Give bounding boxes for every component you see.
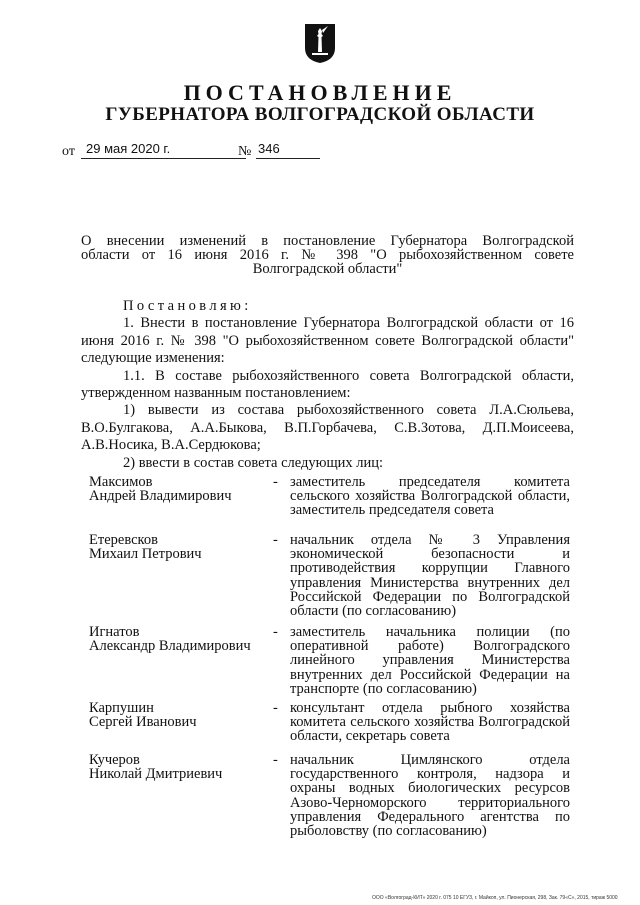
- document-number: 346: [256, 141, 320, 159]
- document-subject: [81, 234, 574, 276]
- member-name: [89, 533, 269, 561]
- member-role: заместитель председателя комитета сельского хозяйства Волгоградской области, заместитель председателя совета: [290, 474, 570, 519]
- printer-imprint: ООО «Волгоград-КИТ» 2020 г. 075 10 ЕГУЗ, г. Майкоп, ул. Пионерская, 298, Зак. 79«С», 2015, тираж 5000: [372, 895, 618, 901]
- member-name: [89, 475, 269, 503]
- member-given-names: Александр Владимирович: [89, 638, 251, 655]
- member-surname: Етеревсков: [89, 532, 158, 548]
- subject-line: О внесении изменений в постановление Губернатора Волгоградской: [81, 233, 574, 249]
- decree-word: Постановляю:: [123, 298, 252, 314]
- member-surname: Игнатов: [89, 624, 140, 640]
- paragraph-remove-members: 1) вывести из состава рыбохозяйственного совета Л.А.Сюльева, В.О.Булгакова, А.А.Быкова, В.П.Горбачева, С.В.Зотова, Д.П.Моисеева, А.В.Носика, В.А.Сердюкова;: [81, 402, 574, 454]
- document-date: 29 мая 2020 г.: [81, 141, 246, 159]
- coat-of-arms-emblem: [303, 22, 337, 64]
- member-name: [89, 701, 269, 729]
- date-from-label: от: [62, 144, 75, 159]
- member-dash: -: [273, 474, 278, 490]
- paragraph-item-1-1: 1.1. В составе рыбохозяйственного совета Волгоградской области, утвержденном названным постановлением:: [81, 367, 574, 402]
- number-label: №: [238, 144, 252, 159]
- member-given-names: Сергей Иванович: [89, 714, 197, 731]
- member-name: [89, 625, 269, 653]
- member-role: заместитель начальника полиции (по оперативной работе) Волгоградского линейного управления Министерства внутренних дел Российской Федерации на транспорте (по согласованию): [290, 624, 570, 697]
- member-given-names: Михаил Петрович: [89, 546, 202, 563]
- member-role: начальник отдела № 3 Управления экономической безопасности и противодействия коррупции Главного управления Министерства внутренних дел Российской Федерации по Волгоградской области (по согласованию): [290, 532, 570, 620]
- member-given-names: Андрей Владимирович: [89, 488, 232, 505]
- member-given-names: Николай Дмитриевич: [89, 766, 223, 783]
- member-surname: Максимов: [89, 474, 153, 490]
- member-role: консультант отдела рыбного хозяйства комитета сельского хозяйства Волгоградской области, секретарь совета: [290, 700, 570, 745]
- member-surname: Кучеров: [89, 752, 140, 768]
- paragraph-item-1: 1. Внести в постановление Губернатора Волгоградской области от 16 июня 2016 г. № 398 "О рыбохозяйственном совете Волгоградской области" следующие изменения:: [81, 315, 574, 367]
- member-dash: -: [273, 700, 278, 716]
- subject-line: области от 16 июня 2016 г. № 398 "О рыбохозяйственном совете: [81, 247, 574, 263]
- member-dash: -: [273, 532, 278, 548]
- document-body: [81, 298, 574, 472]
- member-surname: Карпушин: [89, 700, 154, 716]
- member-name: [89, 753, 269, 781]
- member-dash: -: [273, 624, 278, 640]
- subject-line: Волгоградской области": [252, 261, 403, 277]
- paragraph-add-members: 2) ввести в состав совета следующих лиц:: [123, 454, 384, 471]
- issuer-heading: ГУБЕРНАТОРА ВОЛГОГРАДСКОЙ ОБЛАСТИ: [105, 104, 535, 125]
- member-dash: -: [273, 752, 278, 768]
- document-type-heading: ПОСТАНОВЛЕНИЕ: [183, 80, 457, 105]
- member-role: начальник Цимлянского отдела государственного контроля, надзора и охраны водных биологических ресурсов Азово-Черноморского территориального управления Федерального агентства по рыболовству (по согласованию): [290, 752, 570, 840]
